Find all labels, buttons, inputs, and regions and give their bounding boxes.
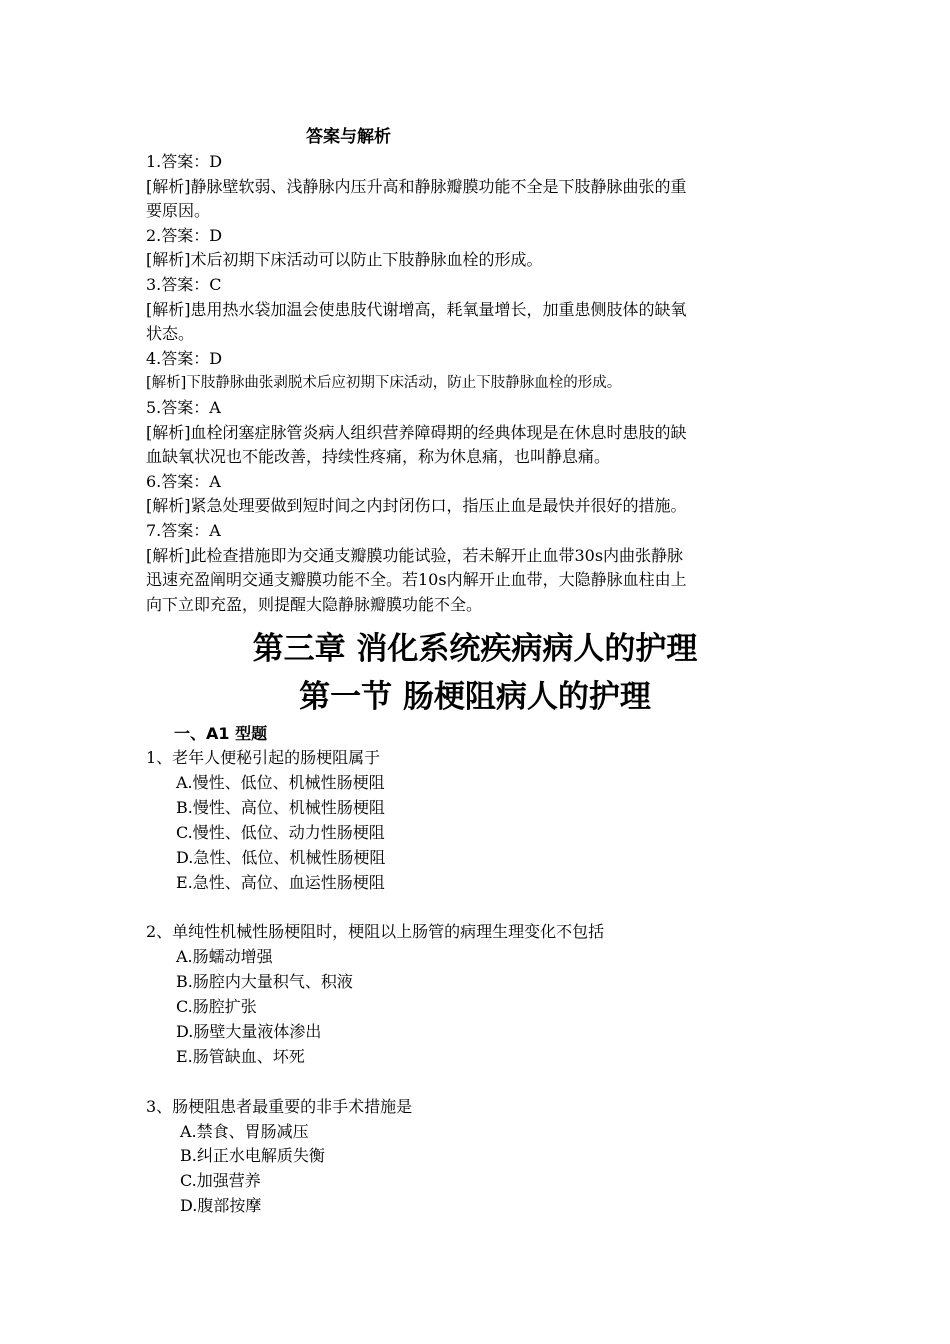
section-title: 第一节 肠梗阻病人的护理: [299, 679, 651, 715]
option-a: A.慢性、低位、机械性肠梗阻: [176, 772, 385, 792]
option-e: E.肠管缺血、坏死: [176, 1046, 305, 1066]
question-stem: 3、肠梗阻患者最重要的非手术措施是: [146, 1096, 413, 1116]
option-c: C.加强营养: [180, 1171, 261, 1191]
questions-list: [146, 746, 826, 1244]
option-d: D.急性、低位、机械性肠梗阻: [176, 847, 386, 867]
answer-line: 3.答案：C: [146, 274, 222, 294]
analysis-line: 迅速充盈阐明交通支瓣膜功能不全。若10s内解开止血带，大隐静脉血柱由上: [146, 570, 687, 590]
question-type-heading: 一、A1 型题: [174, 724, 268, 743]
option-b: B.慢性、高位、机械性肠梗阻: [176, 797, 385, 817]
question-stem: 1、老年人便秘引起的肠梗阻属于: [146, 748, 381, 767]
answers-title: 答案与解析: [306, 127, 391, 147]
answer-line: 4.答案：D: [146, 348, 223, 368]
analysis-line: 状态。: [146, 324, 195, 344]
analysis-line: [解析]患用热水袋加温会使患肢代谢增高，耗氧量增长，加重患侧肢体的缺氧: [146, 299, 687, 319]
option-c: C.慢性、低位、动力性肠梗阻: [176, 822, 385, 842]
analysis-line: [解析]紧急处理要做到短时间之内封闭伤口，指压止血是最快并很好的措施。: [146, 496, 687, 516]
analysis-line: 向下立即充盈，则提醒大隐静脉瓣膜功能不全。: [146, 594, 483, 614]
answer-line: 6.答案：A: [146, 471, 221, 491]
analysis-line: [解析]术后初期下床活动可以防止下肢静脉血栓的形成。: [146, 250, 543, 270]
option-c: C.肠腔扩张: [176, 997, 257, 1017]
analysis-line: [解析]此检查措施即为交通支瓣膜功能试验，若未解开止血带30s内曲张静脉: [146, 545, 684, 565]
question-2: [146, 920, 826, 1069]
option-b: B.肠腔内大量积气、积液: [176, 972, 353, 992]
analysis-line: [解析]下肢静脉曲张剥脱术后应初期下床活动，防止下肢静脉血栓的形成。: [146, 375, 622, 392]
analysis-line: 要原因。: [146, 201, 211, 221]
option-b: B.纠正水电解质失衡: [180, 1146, 325, 1166]
option-d: D.肠壁大量液体渗出: [176, 1021, 322, 1041]
answers-list: [146, 150, 802, 617]
option-a: A.肠蠕动增强: [176, 947, 273, 967]
answer-line: 5.答案：A: [146, 397, 221, 417]
question-3: [146, 1095, 826, 1220]
option-d: D.腹部按摩: [180, 1196, 262, 1216]
analysis-line: [解析]静脉壁软弱、浅静脉内压升高和静脉瓣膜功能不全是下肢静脉曲张的重: [146, 176, 687, 196]
analysis-line: 血缺氧状况也不能改善，持续性疼痛，称为休息痛，也叫静息痛。: [146, 447, 611, 467]
option-a: A.禁食、胃肠减压: [180, 1121, 309, 1141]
chapter-title: 第三章 消化系统疾病病人的护理: [252, 631, 698, 667]
question-stem: 2、单纯性机械性肠梗阻时，梗阻以上肠管的病理生理变化不包括: [146, 922, 605, 942]
option-e: E.急性、高位、血运性肠梗阻: [176, 872, 385, 892]
answer-line: 7.答案：A: [146, 520, 221, 540]
question-1: [146, 746, 826, 895]
answer-line: 1.答案：D: [146, 152, 223, 171]
answer-line: 2.答案：D: [146, 225, 223, 245]
analysis-line: [解析]血栓闭塞症脉管炎病人组织营养障碍期的经典体现是在休息时患肢的缺: [146, 422, 687, 442]
